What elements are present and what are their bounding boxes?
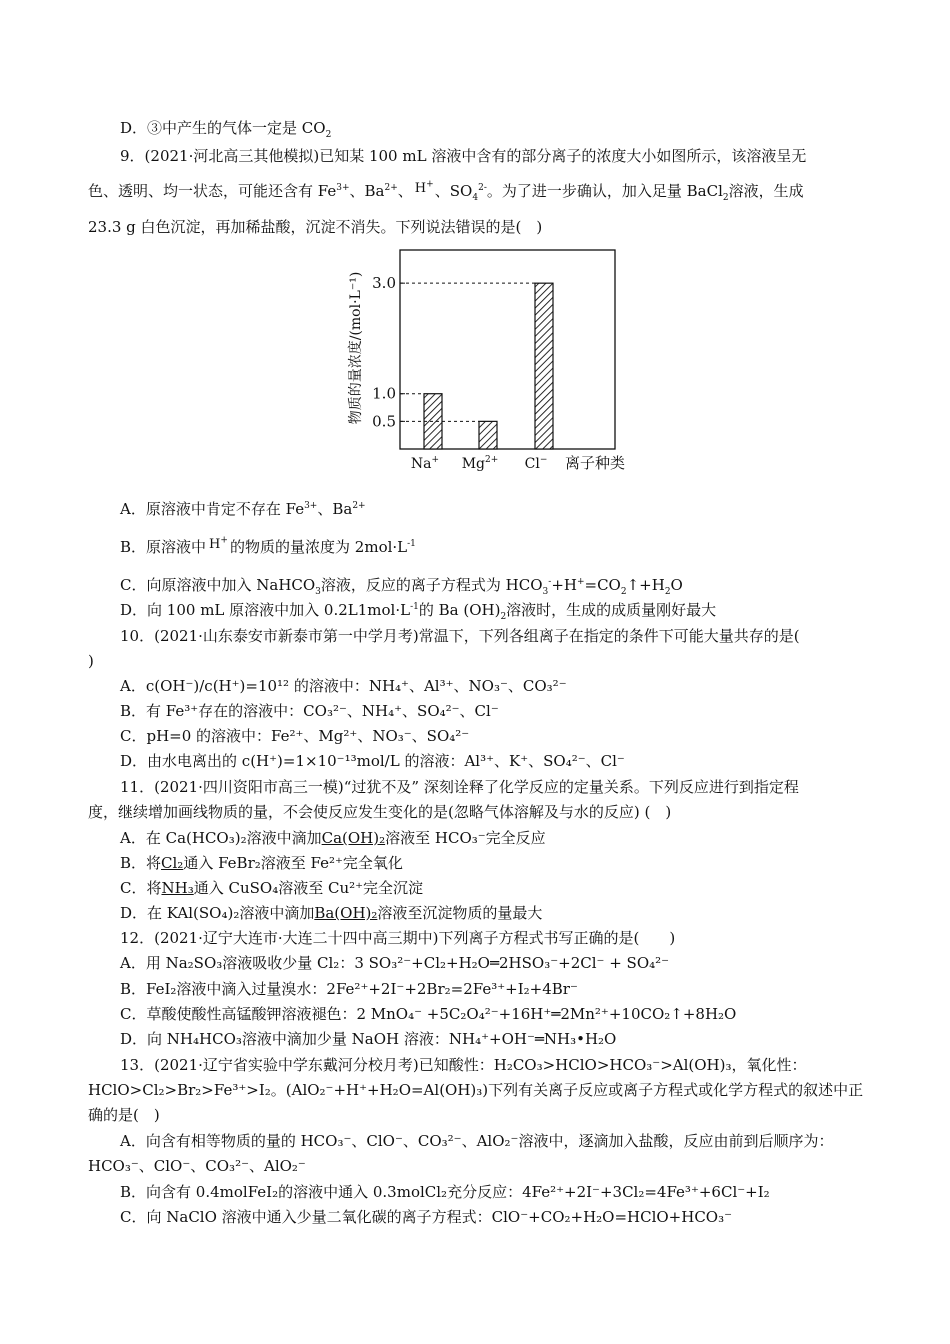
xtick-label-Na+: Na+ bbox=[410, 455, 440, 472]
q9-option-c-pre: C．向原溶液中加入 NaHCO bbox=[120, 576, 316, 594]
q13-stem-line-1: 13．(2021·辽宁省实验中学东戴河分校月考)已知酸性：H₂CO₃>HClO>HCO₃⁻>Al(OH)₃，氧化性： bbox=[120, 1056, 807, 1074]
q11-option-c-underlined: NH₃ bbox=[161, 879, 194, 897]
q9-option-a bbox=[120, 500, 366, 518]
q11-stem-line-1: 11．(2021·四川资阳市高三一模)“过犹不及” 深刻诠释了化学反应的定量关系。下列反应进行到指定程 bbox=[120, 778, 799, 796]
q9-sup-fe: 3+ bbox=[336, 183, 350, 193]
q9-hplus bbox=[415, 180, 434, 198]
q11-stem-line-2: 度，继续增加画线物质的量，不会使反应发生变化的是(忽略气体溶解及与水的反应) ( ) bbox=[88, 803, 672, 821]
y-axis-label: 物质的量浓度/(mol·L⁻¹) bbox=[348, 271, 364, 425]
q9-option-b-pre: B．原溶液中 bbox=[120, 538, 207, 556]
q9-so4-sub: 4 bbox=[472, 193, 479, 203]
q9-option-d-pre: D．向 100 mL 原溶液中加入 0.2L1mol·L bbox=[120, 601, 411, 619]
q9-text-2c: 、 bbox=[397, 182, 413, 200]
q9-option-c-sub4: 2 bbox=[620, 587, 627, 597]
q9-hplus-h: H bbox=[414, 181, 427, 196]
q9-option-d-end: 溶液时，生成的成质量刚好最大 bbox=[506, 601, 717, 619]
q11-option-c bbox=[120, 879, 423, 897]
q11-option-b bbox=[120, 854, 403, 872]
q9-stem-line-1 bbox=[120, 147, 806, 165]
q9-option-a-pre: A．原溶液中肯定不存在 Fe bbox=[120, 500, 305, 518]
q9-text-1: 已知某 100 mL 溶液中含有的部分离子的浓度大小如图所示，该溶液呈无 bbox=[319, 147, 807, 165]
q10-option-c: C．pH=0 的溶液中：Fe²⁺、Mg²⁺、NO₃⁻、SO₄²⁻ bbox=[120, 727, 470, 745]
q12-stem: 12．(2021·辽宁大连市·大连二十四中高三期中)下列离子方程式书写正确的是( ) bbox=[120, 929, 676, 947]
q9-sup-ba: 2+ bbox=[384, 183, 398, 193]
q9-option-b-h bbox=[209, 536, 228, 554]
q10-option-b: B．有 Fe³⁺存在的溶液中：CO₃²⁻、NH₄⁺、SO₄²⁻、Cl⁻ bbox=[120, 702, 499, 720]
q10-stem-line-2: ) bbox=[88, 652, 94, 670]
q10-option-d: D．由水电离出的 c(H⁺)=1×10⁻¹³mol/L 的溶液：Al³⁺、K⁺、SO₄²⁻、Cl⁻ bbox=[120, 752, 625, 770]
q11-option-b-pre: B．将 bbox=[120, 854, 162, 872]
q9-option-c-sup3: + bbox=[576, 577, 585, 587]
q9-stem-line-2 bbox=[88, 179, 804, 203]
q9-option-a-sup2: 2+ bbox=[352, 501, 366, 511]
ytick-label-3.0: 3.0 bbox=[372, 274, 396, 293]
q9-option-c-sub1: 3 bbox=[315, 587, 321, 597]
q9-text-2a: 色、透明、均一状态，可能还含有 Fe bbox=[88, 182, 337, 200]
q9-option-c bbox=[120, 576, 683, 597]
q8-option-d-text: D．③中产生的气体一定是 CO bbox=[120, 119, 326, 137]
q10-option-a: A．c(OH⁻)/c(H⁺)=10¹² 的溶液中：NH₄⁺、Al³⁺、NO₃⁻、CO₃²⁻ bbox=[120, 677, 567, 695]
q9-bacl2-sub: 2 bbox=[722, 193, 729, 203]
q9-option-a-mid: 、Ba bbox=[317, 500, 353, 518]
q13-option-a-line-1: A．向含有相等物质的量的 HCO₃⁻、ClO⁻、CO₃²⁻、AlO₂⁻溶液中，逐滴加入盐酸，反应由前到后顺序为： bbox=[120, 1132, 834, 1150]
q11-option-d-underlined: Ba(OH)₂ bbox=[314, 904, 378, 922]
q11-option-d-post: 溶液至沉淀物质的量最大 bbox=[377, 904, 543, 922]
q13-stem-line-2: HClO>Cl₂>Br₂>Fe³⁺>I₂。(AlO₂⁻+H⁺+H₂O=Al(OH)₃)下列有关离子反应或离子方程式或化学方程式的叙述中正 bbox=[88, 1081, 864, 1099]
q9-text-2b: 、Ba bbox=[349, 182, 385, 200]
q11-option-c-pre: C．将 bbox=[120, 879, 162, 897]
ytick-label-0.5: 0.5 bbox=[372, 412, 396, 431]
q9-number: 9． bbox=[120, 147, 145, 165]
q9-source: (2021·河北高三其他模拟) bbox=[144, 147, 320, 165]
concentration-bar-chart bbox=[340, 248, 650, 478]
q12-option-c: C．草酸使酸性高锰酸钾溶液褪色：2 MnO₄⁻ +5C₂O₄²⁻+16H⁺═2Mn²⁺+10CO₂↑+8H₂O bbox=[120, 1005, 737, 1023]
q9-option-d bbox=[120, 601, 717, 622]
q9-so4-sup: 2- bbox=[478, 183, 487, 193]
q11-option-b-underlined: Cl₂ bbox=[161, 854, 184, 872]
q9-option-b-h-sup: + bbox=[220, 535, 228, 546]
q12-option-b: B．FeI₂溶液中滴入过量溴水：2Fe²⁺+2I⁻+2Br₂=2Fe³⁺+I₂+4Br⁻ bbox=[120, 980, 578, 998]
bar-Cl- bbox=[535, 283, 553, 449]
q10-stem-line-1: 10．(2021·山东泰安市新泰市第一中学月考)常温下，下列各组离子在指定的条件下可能大量共存的是( bbox=[120, 627, 800, 645]
q9-text-2d: 、SO bbox=[434, 182, 473, 200]
q9-option-c-sub2: 3 bbox=[542, 587, 549, 597]
q12-option-a: A．用 Na₂SO₃溶液吸收少量 Cl₂：3 SO₃²⁻+Cl₂+H₂O═2HSO₃⁻+2Cl⁻ + SO₄²⁻ bbox=[120, 954, 670, 972]
q9-option-d-post: 的 Ba (OH) bbox=[418, 601, 501, 619]
q11-option-d bbox=[120, 904, 542, 922]
q11-option-a-post: 溶液至 HCO₃⁻完全反应 bbox=[385, 829, 546, 847]
q9-stem-line-3: 23.3 g 白色沉淀，再加稀盐酸，沉淀不消失。下列说法错误的是( ) bbox=[88, 218, 543, 236]
q9-option-b-sup: -1 bbox=[407, 539, 416, 549]
q9-option-d-sub: 2 bbox=[500, 612, 507, 622]
q8-option-d-sub: 2 bbox=[325, 130, 332, 140]
q9-text-2e: 。为了进一步确认，加入足量 BaCl bbox=[486, 182, 723, 200]
q9-option-d-sup: -1 bbox=[410, 602, 419, 612]
q13-option-c: C．向 NaClO 溶液中通入少量二氧化碳的离子方程式：ClO⁻+CO₂+H₂O=HClO+HCO₃⁻ bbox=[120, 1208, 733, 1226]
q9-option-b bbox=[120, 535, 416, 556]
x-axis-label: 离子种类 bbox=[565, 454, 626, 472]
q11-option-a bbox=[120, 829, 546, 847]
q9-option-a-sup1: 3+ bbox=[304, 501, 318, 511]
q9-text-2f: 溶液，生成 bbox=[728, 182, 804, 200]
xtick-label-Cl-: Cl− bbox=[524, 455, 548, 472]
bar-Mg2+ bbox=[479, 421, 497, 449]
q11-option-c-post: 通入 CuSO₄溶液至 Cu²⁺完全沉淀 bbox=[193, 879, 424, 897]
q9-option-c-mid2: +H bbox=[551, 576, 577, 594]
q11-option-b-post: 通入 FeBr₂溶液至 Fe²⁺完全氧化 bbox=[183, 854, 403, 872]
ytick-label-1.0: 1.0 bbox=[372, 384, 396, 403]
q13-stem-line-3: 确的是( ) bbox=[88, 1106, 160, 1124]
q9-hplus-sup: + bbox=[426, 179, 434, 190]
q9-option-c-mid4: ↑+H bbox=[626, 576, 665, 594]
q12-option-d: D．向 NH₄HCO₃溶液中滴加少量 NaOH 溶液：NH₄⁺+OH⁻═NH₃•H₂O bbox=[120, 1030, 617, 1048]
xtick-label-Mg2+: $Mg^{2+}$ bbox=[461, 455, 499, 472]
q9-option-c-mid3: =CO bbox=[584, 576, 621, 594]
q13-option-b: B．向含有 0.4molFeI₂的溶液中通入 0.3molCl₂充分反应：4Fe²⁺+2I⁻+3Cl₂=4Fe³⁺+6Cl⁻+I₂ bbox=[120, 1183, 770, 1201]
q9-option-c-mid: 溶液，反应的离子方程式为 HCO bbox=[320, 576, 543, 594]
q11-option-a-pre: A．在 Ca(HCO₃)₂溶液中滴加 bbox=[120, 829, 322, 847]
q9-option-c-end: O bbox=[670, 576, 683, 594]
q11-option-d-pre: D．在 KAl(SO₄)₂溶液中滴加 bbox=[120, 904, 315, 922]
q9-option-b-h-letter: H bbox=[209, 537, 221, 552]
q11-option-a-underlined: Ca(OH)₂ bbox=[321, 829, 386, 847]
q8-option-d bbox=[120, 119, 332, 140]
q9-option-c-sub5: 2 bbox=[664, 587, 671, 597]
q9-option-c-sup2: - bbox=[548, 577, 552, 587]
q13-option-a-line-2: HCO₃⁻、ClO⁻、CO₃²⁻、AlO₂⁻ bbox=[88, 1157, 306, 1175]
q9-option-b-post: 的物质的量浓度为 2mol·L bbox=[230, 538, 408, 556]
